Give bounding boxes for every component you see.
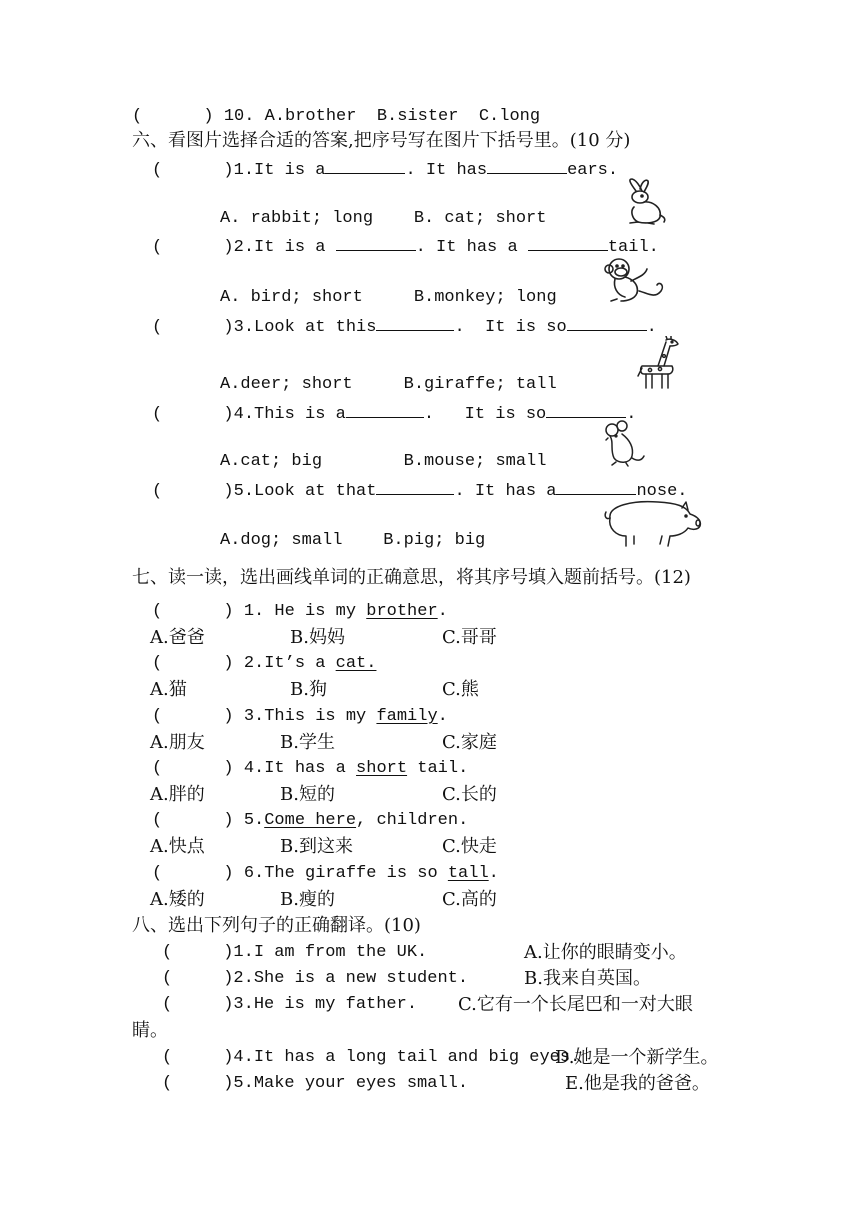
s6-options-3: A.deer; short B.giraffe; tall	[220, 375, 557, 394]
answer-blank[interactable]	[346, 401, 424, 418]
underlined-word: tall	[447, 864, 489, 883]
s7-question-5: ( ) 5.Come here, children.	[152, 811, 469, 830]
answer-blank[interactable]	[325, 157, 405, 174]
s7-option-4b: B.短的	[280, 784, 335, 805]
s7-option-2a: A.猫	[150, 679, 187, 700]
s6-options-2: A. bird; short B.monkey; long	[220, 288, 557, 307]
s7-option-1b: B.妈妈	[290, 627, 345, 648]
giraffe-icon	[636, 336, 686, 392]
s7-option-1a: A.爸爸	[150, 627, 205, 648]
answer-blank[interactable]	[376, 314, 454, 331]
answer-blank[interactable]	[567, 314, 647, 331]
question-10: ( ) 10. A.brother B.sister C.long	[132, 107, 541, 126]
answer-blank[interactable]	[487, 157, 567, 174]
s7-question-4: ( ) 4.It has a short tail.	[152, 759, 469, 778]
s8-question-1: ( )1.I am from the UK.	[162, 943, 428, 962]
monkey-icon	[603, 255, 669, 305]
section-8-heading: 八、选出下列句子的正确翻译。(10)	[132, 915, 421, 936]
s7-question-1: ( ) 1. He is my brother.	[152, 602, 448, 621]
s7-question-6: ( ) 6.The giraffe is so tall.	[152, 864, 499, 883]
s8-question-4: ( )4.It has a long tail and big eyes.	[162, 1048, 581, 1067]
answer-blank[interactable]	[546, 401, 626, 418]
s7-question-2: ( ) 2.It’s a cat.	[152, 654, 377, 673]
mouse-icon	[604, 420, 648, 468]
s7-option-5a: A.快点	[150, 836, 205, 857]
underlined-word: short	[356, 759, 408, 778]
s6-question-1: ( )1.It is a . It has ears.	[152, 157, 618, 182]
s8-answer-e: E.他是我的爸爸。	[565, 1073, 710, 1094]
s7-option-2b: B.狗	[290, 679, 327, 700]
underlined-word: brother	[366, 602, 438, 621]
underlined-word: Come here	[264, 811, 357, 830]
s8-answer-d: D.她是一个新学生。	[555, 1047, 719, 1068]
s7-option-4a: A.胖的	[150, 784, 205, 805]
s6-question-3: ( )3.Look at this . It is so .	[152, 314, 657, 339]
s7-option-2c: C.熊	[442, 679, 479, 700]
answer-blank[interactable]	[376, 478, 454, 495]
underlined-word: family	[376, 707, 438, 726]
s7-option-6c: C.高的	[442, 889, 497, 910]
s6-question-4: ( )4.This is a . It is so .	[152, 401, 636, 426]
pig-icon	[602, 498, 706, 550]
s8-question-5: ( )5.Make your eyes small.	[162, 1074, 469, 1093]
section-6-heading: 六、看图片选择合适的答案,把序号写在图片下括号里。(10 分)	[132, 130, 631, 151]
s7-option-3a: A.朋友	[150, 732, 205, 753]
s7-option-1c: C.哥哥	[442, 627, 497, 648]
s7-option-5c: C.快走	[442, 836, 497, 857]
s8-question-3: ( )3.He is my father.	[162, 995, 418, 1014]
s6-question-2: ( )2.It is a . It has a tail.	[152, 234, 659, 259]
rabbit-icon	[622, 177, 672, 227]
s6-options-4: A.cat; big B.mouse; small	[220, 452, 547, 471]
s7-option-3b: B.学生	[280, 732, 335, 753]
s6-question-5: ( )5.Look at that . It has a nose.	[152, 478, 687, 503]
answer-blank[interactable]	[556, 478, 636, 495]
s8-answer-c: C.它有一个长尾巴和一对大眼	[458, 994, 693, 1015]
s6-options-5: A.dog; small B.pig; big	[220, 531, 486, 550]
underlined-word: cat.	[335, 654, 377, 673]
s7-option-6b: B.瘦的	[280, 889, 335, 910]
s8-answer-b: B.我来自英国。	[524, 968, 651, 989]
s6-options-1: A. rabbit; long B. cat; short	[220, 209, 547, 228]
s7-option-6a: A.矮的	[150, 889, 205, 910]
s7-option-5b: B.到这来	[280, 836, 353, 857]
section-7-heading: 七、读一读，选出画线单词的正确意思，将其序号填入题前括号。(12)	[132, 567, 691, 588]
s8-answer-a: A.让你的眼睛变小。	[524, 942, 687, 963]
s7-option-4c: C.长的	[442, 784, 497, 805]
answer-blank[interactable]	[528, 234, 608, 251]
s7-option-3c: C.家庭	[442, 732, 497, 753]
s7-question-3: ( ) 3.This is my family.	[152, 707, 448, 726]
answer-blank[interactable]	[336, 234, 416, 251]
s8-question-2: ( )2.She is a new student.	[162, 969, 469, 988]
s8-answer-c-wrap: 睛。	[132, 1020, 168, 1041]
